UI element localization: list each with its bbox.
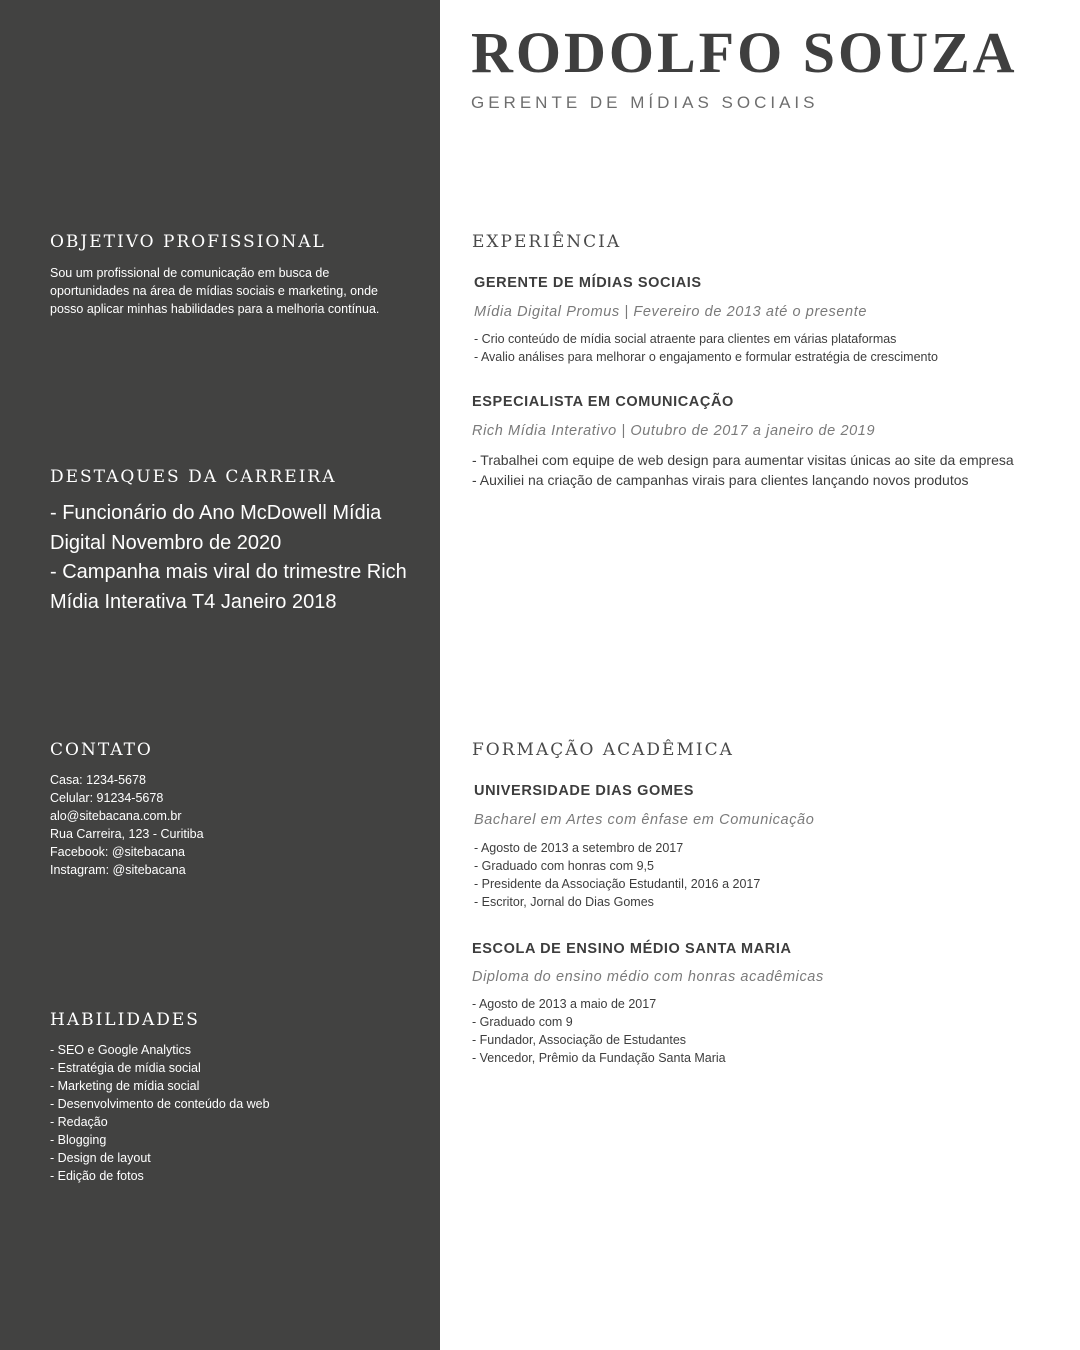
list-item: - Trabalhei com equipe de web design para aumentar visitas únicas ao site da empresa	[472, 452, 1014, 468]
list-item: - Edição de fotos	[50, 1169, 144, 1183]
skills-list	[50, 1041, 270, 1185]
main-content	[440, 0, 1080, 1350]
highlights-heading: DESTAQUES DA CARREIRA	[50, 467, 337, 487]
list-item: - Redação	[50, 1115, 108, 1129]
list-item: - Design de layout	[50, 1151, 151, 1165]
contact-phone-mobile: Celular: 91234-5678	[50, 791, 164, 805]
job-meta: Mídia Digital Promus | Fevereiro de 2013 até o presente	[474, 304, 868, 320]
job-meta: Rich Mídia Interativo | Outubro de 2017 a janeiro de 2019	[472, 423, 876, 439]
list-item: - Graduado com 9	[472, 1015, 573, 1029]
school-degree: Diploma do ensino médio com honras acadêmicas	[472, 969, 824, 985]
education-heading: FORMAÇÃO ACADÊMICA	[472, 740, 734, 760]
list-item: - Avalio análises para melhorar o engajamento e formular estratégia de crescimento	[474, 350, 938, 364]
contact-email: alo@sitebacana.com.br	[50, 809, 182, 823]
list-item: - Campanha mais viral do trimestre Rich Mídia Interativa T4 Janeiro 2018	[50, 561, 407, 613]
contact-list	[50, 771, 204, 879]
contact-phone-home: Casa: 1234-5678	[50, 773, 146, 787]
list-item: - Agosto de 2013 a setembro de 2017	[474, 841, 684, 855]
job-duties	[474, 330, 938, 366]
list-item: - Auxiliei na criação de campanhas virais para clientes lançando novos produtos	[472, 472, 969, 488]
school-degree: Bacharel em Artes com ênfase em Comunicação	[474, 812, 815, 828]
list-item: - Funcionário do Ano McDowell Mídia Digital Novembro de 2020	[50, 502, 382, 554]
list-item: - Marketing de mídia social	[50, 1079, 200, 1093]
school-name: UNIVERSIDADE DIAS GOMES	[474, 783, 695, 799]
contact-facebook: Facebook: @sitebacana	[50, 845, 185, 859]
experience-heading: EXPERIÊNCIA	[472, 232, 622, 252]
job-title: GERENTE DE MÍDIAS SOCIAIS	[474, 275, 702, 291]
job-duties	[472, 450, 1014, 490]
contact-address: Rua Carreira, 123 - Curitiba	[50, 827, 204, 841]
sidebar	[0, 0, 440, 1350]
list-item: - SEO e Google Analytics	[50, 1043, 192, 1057]
list-item: - Estratégia de mídia social	[50, 1061, 201, 1075]
person-role: GERENTE DE MÍDIAS SOCIAIS	[471, 93, 819, 112]
list-item: - Crio conteúdo de mídia social atraente para clientes em várias plataformas	[474, 332, 897, 346]
list-item: - Agosto de 2013 a maio de 2017	[472, 997, 657, 1011]
contact-heading: CONTATO	[50, 740, 153, 760]
school-details	[472, 995, 726, 1067]
list-item: - Presidente da Associação Estudantil, 2016 a 2017	[474, 877, 761, 891]
person-name: RODOLFO SOUZA	[471, 20, 1018, 85]
list-item: - Blogging	[50, 1133, 107, 1147]
school-name: ESCOLA DE ENSINO MÉDIO SANTA MARIA	[472, 941, 792, 957]
job-title: ESPECIALISTA EM COMUNICAÇÃO	[472, 394, 734, 410]
skills-heading: HABILIDADES	[50, 1010, 200, 1030]
list-item: - Graduado com honras com 9,5	[474, 859, 654, 873]
list-item: - Desenvolvimento de conteúdo da web	[50, 1097, 270, 1111]
contact-instagram: Instagram: @sitebacana	[50, 863, 186, 877]
list-item: - Fundador, Associação de Estudantes	[472, 1033, 687, 1047]
list-item: - Escritor, Jornal do Dias Gomes	[474, 895, 654, 909]
list-item: - Vencedor, Prêmio da Fundação Santa Maria	[472, 1051, 726, 1065]
highlights-list	[50, 499, 415, 617]
objective-text: Sou um profissional de comunicação em busca de oportunidades na área de mídias sociais e marketing, onde posso aplicar minhas habilidades para a melhoria contínua.	[50, 266, 380, 316]
objective-heading: OBJETIVO PROFISSIONAL	[50, 232, 326, 252]
school-details	[474, 839, 760, 911]
